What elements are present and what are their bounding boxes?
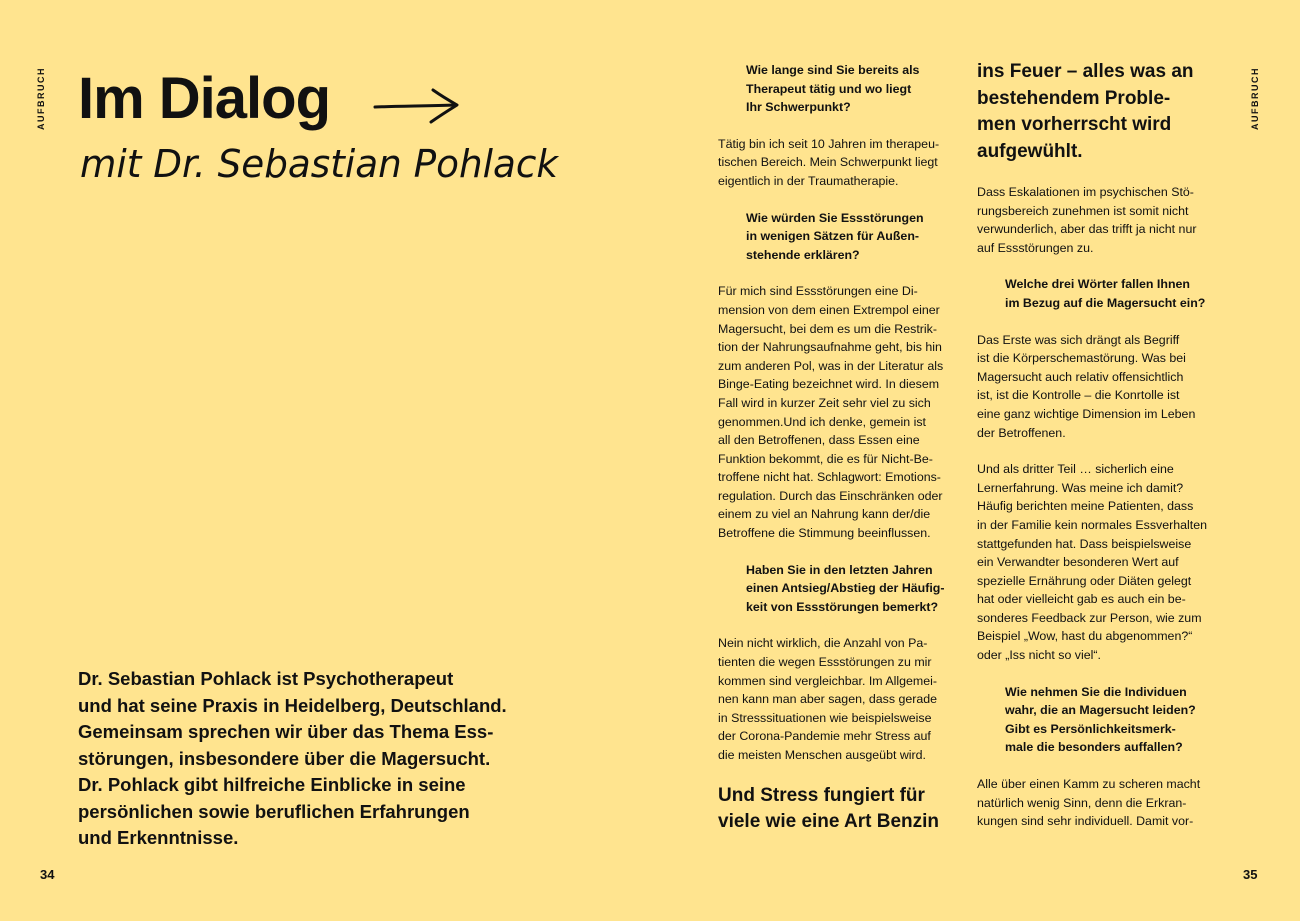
- section-label-right: AUFBRUCH: [1250, 67, 1260, 130]
- answer: Für mich sind Essstörungen eine Di- mension von dem einen Extrempol einer Magersucht, bei dem es um die Restrik- tion der Nahrungsaufnahme geht, bis hin zum anderen Pol, was in der Literatur als Binge-Eating bezeichnet wird. In diesem Fall wird in kurzer Zeit sehr viel zu sich genommen.Und ich denke, gemein ist all den Betroffenen, dass Essen eine Funktion bekommt, die es für Nicht-Be- troffene nicht hat. Schlagwort: Emotions- regulation. Durch das Einschränken oder einem zu viel an Nahrung kann der/die Betroffene die Stimmung beeinflussen.: [718, 284, 944, 541]
- page-title: Im Dialog: [78, 66, 331, 131]
- subtitle-text: mit Dr. Sebastian Pohlack: [80, 142, 560, 186]
- question: Wie würden Sie Essstörungen in wenigen Sätzen für Außen- stehende erklären?: [746, 210, 924, 262]
- interview-column-1: [718, 61, 963, 854]
- question: Welche drei Wörter fallen Ihnen im Bezug auf die Magersucht ein?: [1005, 277, 1206, 310]
- answer: Tätig bin ich seit 10 Jahren im therapeu- tischen Bereich. Mein Schwerpunkt liegt eigentlich in der Traumatherapie.: [718, 136, 940, 188]
- answer: Alle über einen Kamm zu scheren macht natürlich wenig Sinn, denn die Erkran- kungen sind sehr individuell. Damit vor-: [977, 777, 1201, 829]
- question: Haben Sie in den letzten Jahren einen Antsieg/Abstieg der Häufig- keit von Essstörungen bemerkt?: [746, 562, 945, 614]
- handwritten-subtitle: [80, 135, 580, 200]
- section-label-left: AUFBRUCH: [36, 67, 46, 130]
- answer: Das Erste was sich drängt als Begriff ist die Körperschemastörung. Was bei Magersucht auch relativ offensichtlich ist, ist die Kontrolle – die Konrtolle ist eine ganz wichtige Dimension im Leben der Betroffenen.: [977, 332, 1196, 440]
- answer: Und als dritter Teil … sicherlich eine Lernerfahrung. Was meine ich damit? Häufig berichten meine Patienten, dass in der Familie kein normales Essverhalten stattgefunden hat. Dass beispielsweise ein Verwandter besonderen Wert auf spezielle Ernährung oder Diäten gelegt hat oder vielleicht gab es auch ein be- sonderes Feedback zur Person, wie zum Beispiel „Wow, hast du abgenommen?“ oder „Iss nicht so viel“.: [977, 462, 1208, 663]
- pull-quote: Und Stress fungiert für viele wie eine Art Benzin: [718, 784, 940, 833]
- interview-column-2: [977, 61, 1222, 849]
- pull-quote: ins Feuer – alles was an bestehendem Proble- men vorherrscht wird aufgewühlt.: [977, 61, 1194, 162]
- answer: Dass Eskalationen im psychischen Stö- rungsbereich zunehmen ist somit nicht verwunderlich, aber das trifft ja nicht nur auf Essstörungen zu.: [977, 185, 1197, 255]
- question: Wie nehmen Sie die Individuen wahr, die an Magersucht leiden? Gibt es Persönlichkeitsmerk- male die besonders auffallen?: [1005, 684, 1196, 755]
- question: Wie lange sind Sie bereits als Therapeut tätig und wo liegt Ihr Schwerpunkt?: [746, 63, 920, 115]
- right-arrow-icon: [373, 86, 463, 126]
- intro-paragraph: Dr. Sebastian Pohlack ist Psychotherapeut und hat seine Praxis in Heidelberg, Deutschland. Gemeinsam sprechen wir über das Thema Ess- störungen, insbesondere über die Magersucht. Dr. Pohlack gibt hilfreiche Einblicke in seine persönlichen sowie beruflichen Erfahrungen und Erkenntnisse.: [78, 668, 507, 848]
- answer: Nein nicht wirklich, die Anzahl von Pa- tienten die wegen Essstörungen zu mir kommen sind vergleichbar. Im Allgemei- nen kann man aber sagen, dass gerade in Stresssituationen wie beispielsweise der Corona-Pandemie mehr Stress auf die meisten Menschen ausgeübt wird.: [718, 636, 938, 762]
- page-number-right: 35: [1243, 867, 1258, 882]
- page-number-left: 34: [40, 867, 55, 882]
